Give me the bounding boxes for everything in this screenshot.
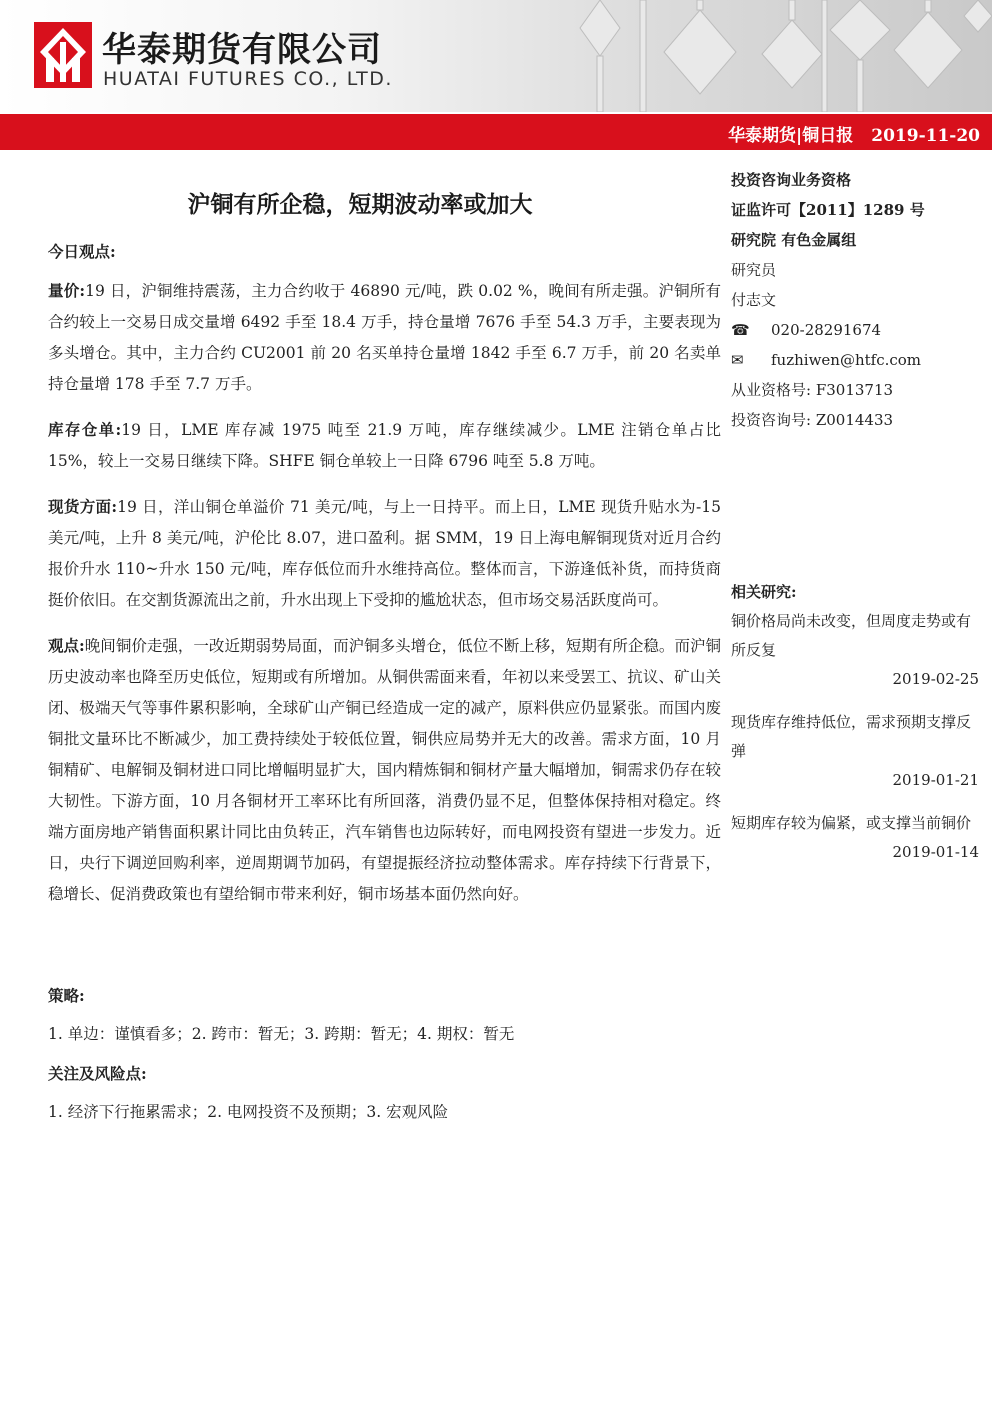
license-number: 证监许可【2011】1289 号	[731, 201, 925, 219]
section-text: 晚间铜价走强，一改近期弱势局面，而沪铜多头增仓，低位不断上移，短期有所企稳。而沪铜历史波动率也降至历史低位，短期或有所增加。从铜供需面来看，年初以来受罢工、抗议、矿山关闭、极端天气等事件累积影响，全球矿山产铜已经造成一定的减产，原料供应仍显紧张。而国内废铜批文量环比不断减少，加工费持续处于较低位置，铜供应局势并无大的改善。需求方面，10 月铜精矿、电解铜及铜材进口同比增幅明显扩大，国内精炼铜和铜材产量大幅增加，铜需求仍存在较大韧性。下游方面，10 月各铜材开工率环比有所回落，消费仍显不足，但整体保持相对稳定。终端方面房地产销售面积累计同比由负转正，汽车销售也边际转好，而电网投资有望进一步发力。近日，央行下调逆回购利率，逆周期调节加码，有望提振经济拉动整体需求。库存持续下行背景下，稳增长、促消费政策也有望给铜市带来利好，铜市场基本面仍然向好。	[48, 637, 721, 903]
section-label: 观点:	[48, 636, 85, 655]
section-spot	[48, 491, 721, 616]
section-label: 现货方面:	[48, 497, 118, 516]
qualification-title: 投资咨询业务资格	[731, 171, 852, 189]
related-heading: 相关研究:	[731, 583, 797, 601]
related-item-title: 铜价格局尚未改变，但周度走势或有所反复	[731, 612, 972, 659]
phone-number: 020-28291674	[771, 321, 882, 339]
department: 研究院 有色金属组	[731, 231, 857, 249]
banner-text	[728, 121, 980, 146]
related-research	[731, 578, 983, 867]
company-name-cn: 华泰期货有限公司	[102, 30, 382, 70]
related-item[interactable]	[731, 708, 983, 795]
related-item[interactable]	[731, 809, 983, 867]
email-address[interactable]: fuzhiwen@htfc.com	[771, 351, 922, 369]
consultant-number: 投资咨询号: Z0014433	[731, 411, 894, 429]
certificate-number: 从业资格号: F3013713	[731, 381, 894, 399]
section-inventory	[48, 414, 721, 477]
risk-heading: 关注及风险点:	[48, 1064, 147, 1083]
analyst-role: 研究员	[731, 261, 777, 279]
report-date: 2019-11-20	[871, 126, 980, 146]
related-item-date: 2019-01-14	[892, 843, 979, 861]
decorative-signpost-graphic	[560, 0, 992, 112]
report-type: 华泰期货|铜日报	[728, 126, 854, 146]
company-logo	[34, 22, 92, 88]
phone-icon: ☎	[731, 321, 750, 339]
strategy-text: 1. 单边：谨慎看多；2. 跨市：暂无；3. 跨期：暂无；4. 期权：暂无	[48, 1025, 515, 1043]
report-title: 沪铜有所企稳，短期波动率或加大	[187, 191, 533, 218]
related-item[interactable]	[731, 607, 983, 694]
main-content	[48, 236, 721, 1128]
section-label: 量价:	[48, 281, 86, 300]
sidebar-analyst-info	[731, 165, 983, 435]
company-name-en: HUATAI FUTURES CO., LTD.	[103, 68, 393, 90]
section-label: 库存仓单:	[48, 420, 122, 439]
section-text: 19 日，洋山铜仓单溢价 71 美元/吨，与上一日持平。而上日，LME 现货升贴水为-15 美元/吨，上升 8 美元/吨，沪伦比 8.07，进口盈利。据 SMM，19 日上海电解铜现货对近月合约报价升水 110~升水 150 元/吨，库存低位而升水维持高位。整体而言，下游逢低补货，而持货商挺价依旧。在交割货源流出之前，升水出现上下受抑的尴尬状态，但市场交易活跃度尚可。	[48, 498, 721, 609]
today-view-heading: 今日观点:	[48, 242, 116, 261]
risk-text: 1. 经济下行拖累需求；2. 电网投资不及预期；3. 宏观风险	[48, 1103, 449, 1121]
section-view	[48, 630, 721, 910]
envelope-icon: ✉	[731, 351, 744, 369]
section-text: 19 日，LME 库存减 1975 吨至 21.9 万吨，库存继续减少。LME 注销仓单占比 15%，较上一交易日继续下降。SHFE 铜仓单较上一日降 6796 吨至 5.8 万吨。	[48, 421, 721, 470]
analyst-name: 付志文	[731, 291, 777, 309]
related-item-date: 2019-01-21	[892, 771, 979, 789]
related-item-date: 2019-02-25	[892, 670, 979, 688]
phone-row	[731, 315, 983, 345]
section-text: 19 日，沪铜维持震荡，主力合约收于 46890 元/吨，跌 0.02 %，晚间有所走强。沪铜所有合约较上一交易日成交量增 6492 手至 18.4 万手，持仓量增 7676 手至 54.3 万手，主要表现为多头增仓。其中，主力合约 CU2001 前 20 名买单持仓量增 1842 手至 6.7 万手，前 20 名卖单持仓量增 178 手至 7.7 万手。	[48, 282, 721, 393]
email-row	[731, 345, 983, 375]
related-item-title: 现货库存维持低位，需求预期支撑反弹	[731, 713, 972, 760]
strategy-heading: 策略:	[48, 986, 85, 1005]
section-price-volume	[48, 275, 721, 400]
related-item-title: 短期库存较为偏紧，或支撑当前铜价	[731, 814, 972, 832]
